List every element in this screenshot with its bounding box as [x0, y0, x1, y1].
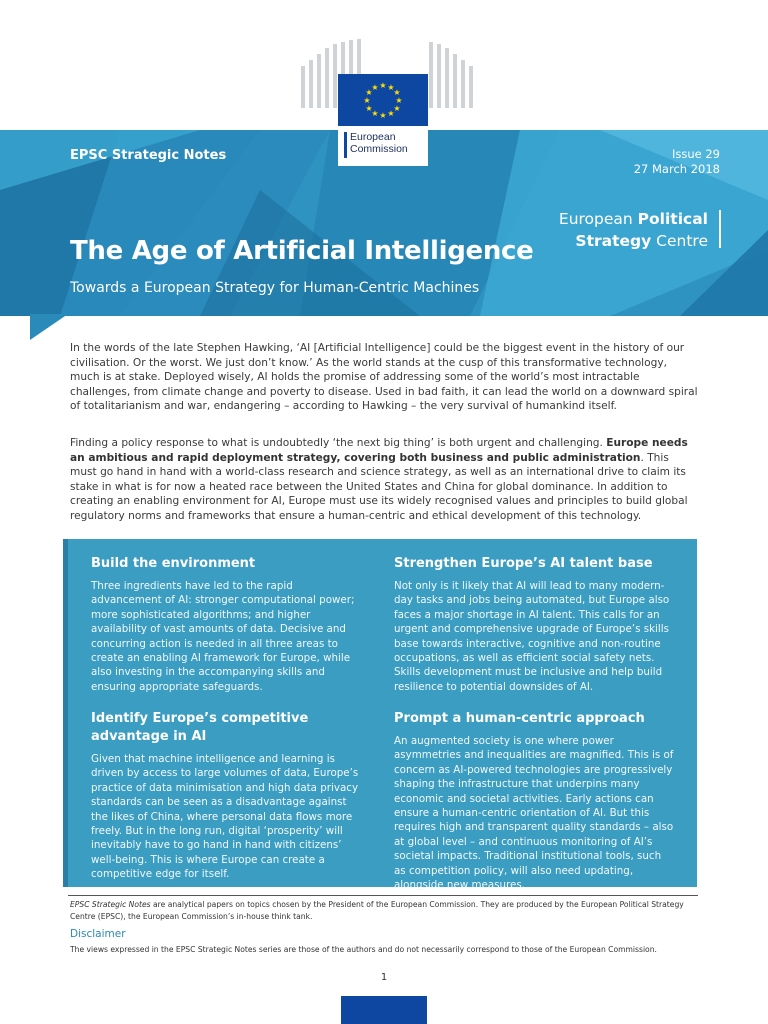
svg-text:★: ★: [393, 88, 401, 97]
svg-text:★: ★: [379, 111, 387, 120]
epsc-brand-line1: [559, 208, 708, 230]
svg-text:★: ★: [395, 96, 403, 105]
brand-word-european: European: [558, 210, 638, 228]
svg-text:★: ★: [387, 109, 395, 118]
section-talent-base: [394, 555, 674, 694]
footer-note-series: EPSC Strategic Notes: [70, 900, 151, 909]
org-name-line2: Commission: [350, 143, 408, 155]
page-number: 1: [380, 972, 388, 983]
epsc-brand-line2: [559, 230, 708, 252]
speech-tail-shape: [30, 314, 70, 342]
svg-text:★: ★: [393, 104, 401, 113]
brand-word-political: Political: [637, 210, 708, 228]
org-name-line1: European: [350, 131, 396, 143]
section-heading: Prompt a human-centric approach: [394, 711, 645, 726]
section-heading: Build the environment: [91, 556, 256, 571]
svg-text:★: ★: [365, 104, 373, 113]
section-heading: Identify Europe’s competitive advantage in AI: [91, 711, 309, 744]
brand-word-strategy: Strategy: [575, 232, 652, 250]
svg-text:★: ★: [371, 83, 379, 92]
intro-paragraph-2: [70, 436, 698, 524]
eu-flag-icon: [338, 74, 428, 126]
intro-p2-lead: Finding a policy response to what is undoubtedly ‘the next big thing’ is both urgent and challenging.: [70, 437, 607, 449]
epsc-brand: [559, 208, 708, 252]
intro-paragraph-1: In the words of the late Stephen Hawking, ‘AI [Artificial Intelligence] could be the biggest event in the history of our civilisation. Or the worst. We just don’t know.’ As the world stands at the cusp of this transformative technology, much is at stake. Deployed wisely, AI holds the promise of addressing some of the world’s most intractable challenges, from climate change and poverty to disease. Used in bad faith, it can lead the world on a downward spiral of totalitarianism and war, endangering – according to Hawking – the very survival of humankind itself.: [70, 342, 698, 413]
svg-text:★: ★: [371, 109, 379, 118]
european-commission-logo: [338, 74, 428, 166]
section-competitive-advantage: [91, 710, 361, 882]
page-title: The Age of Artificial Intelligence: [70, 236, 534, 266]
european-commission-wordmark: [350, 131, 408, 155]
intro-p2-emphasis: Europe needs an ambitious and rapid deployment strategy, covering both business and public administration: [70, 437, 688, 464]
svg-text:★: ★: [365, 88, 373, 97]
key-points-box-edge: [63, 539, 68, 887]
svg-text:★: ★: [363, 96, 371, 105]
svg-text:★: ★: [387, 83, 395, 92]
footer-note: [70, 899, 698, 922]
intro-p2-rest: . This must go hand in hand with a world-class research and science strategy, as well as an international drive to claim its stake in what is for now a heated race between the United States and China for global dominance. In addition to creating an enabling environment for AI, Europe must use its widely recognised values and principles to build global regulatory norms and frameworks that ensure a human-centric and ethical development of this technology.: [70, 451, 688, 522]
series-name: EPSC Strategic Notes: [70, 148, 227, 163]
section-text: Not only is it likely that AI will lead to many modern-day tasks and jobs being automated, but Europe also faces a major shortage in AI talent. This calls for an urgent and comprehensive upgrade of Europe’s skills base towards interactive, cognitive and non-routine occupations, as well as efficient social safety nets. Skills development must be inclusive and help build resilience to potential downsides of AI.: [394, 580, 670, 693]
section-build-environment: [91, 555, 361, 694]
footer-note-text: are analytical papers on topics chosen by the President of the European Commission. They are produced by the European Political Strategy Centre (EPSC), the European Commission’s in-house think tank.: [70, 900, 684, 921]
issue-number: Issue 29: [671, 147, 720, 161]
svg-text:★: ★: [379, 81, 387, 90]
disclaimer-text: The views expressed in the EPSC Strategic Notes series are those of the authors and do not necessarily correspond to those of the European Commission.: [70, 945, 657, 954]
issue-date: 27 March 2018: [633, 162, 720, 176]
bottom-brand-bar: [341, 996, 427, 1024]
brand-bar: [719, 210, 721, 248]
logo-divider: [344, 132, 347, 158]
footer-divider: [68, 895, 698, 896]
section-text: Given that machine intelligence and learning is driven by access to large volumes of data, Europe’s practice of data minimisation and high data privacy standards can be seen as a disadvantage against the likes of China, where personal data flows more freely. But in the long run, digital ‘prosperity’ will inevitably have to go hand in hand with citizens’ well-being. This is where Europe can create a competitive edge for itself.: [91, 753, 359, 881]
section-text: Three ingredients have led to the rapid advancement of AI: stronger computational power; more sophisticated algorithms; and higher availability of vast amounts of data. Decisive and concurring action is needed in all three areas to create an enabling AI framework for Europe, while also investing in the accompanying skills and ensuring appropriate safeguards.: [91, 580, 355, 693]
section-heading: Strengthen Europe’s AI talent base: [394, 556, 653, 571]
issue-info: [634, 147, 720, 177]
brand-word-centre: Centre: [651, 232, 708, 250]
page-subtitle: Towards a European Strategy for Human-Centric Machines: [70, 280, 480, 296]
section-human-centric: [394, 710, 674, 892]
section-text: An augmented society is one where power asymmetries and inequalities are magnified. This is of concern as AI-powered technologies are progressively shaping the infrastructure that underpins many economic and societal activities. Early actions can ensure a human-centric orientation of AI. But this requires high and transparent quality standards – also at global level – and continuous monitoring of AI’s societal impacts. Traditional institutional tools, such as competition policy, will also need updating, alongside new measures.: [394, 735, 674, 892]
disclaimer-heading: Disclaimer: [70, 928, 126, 940]
